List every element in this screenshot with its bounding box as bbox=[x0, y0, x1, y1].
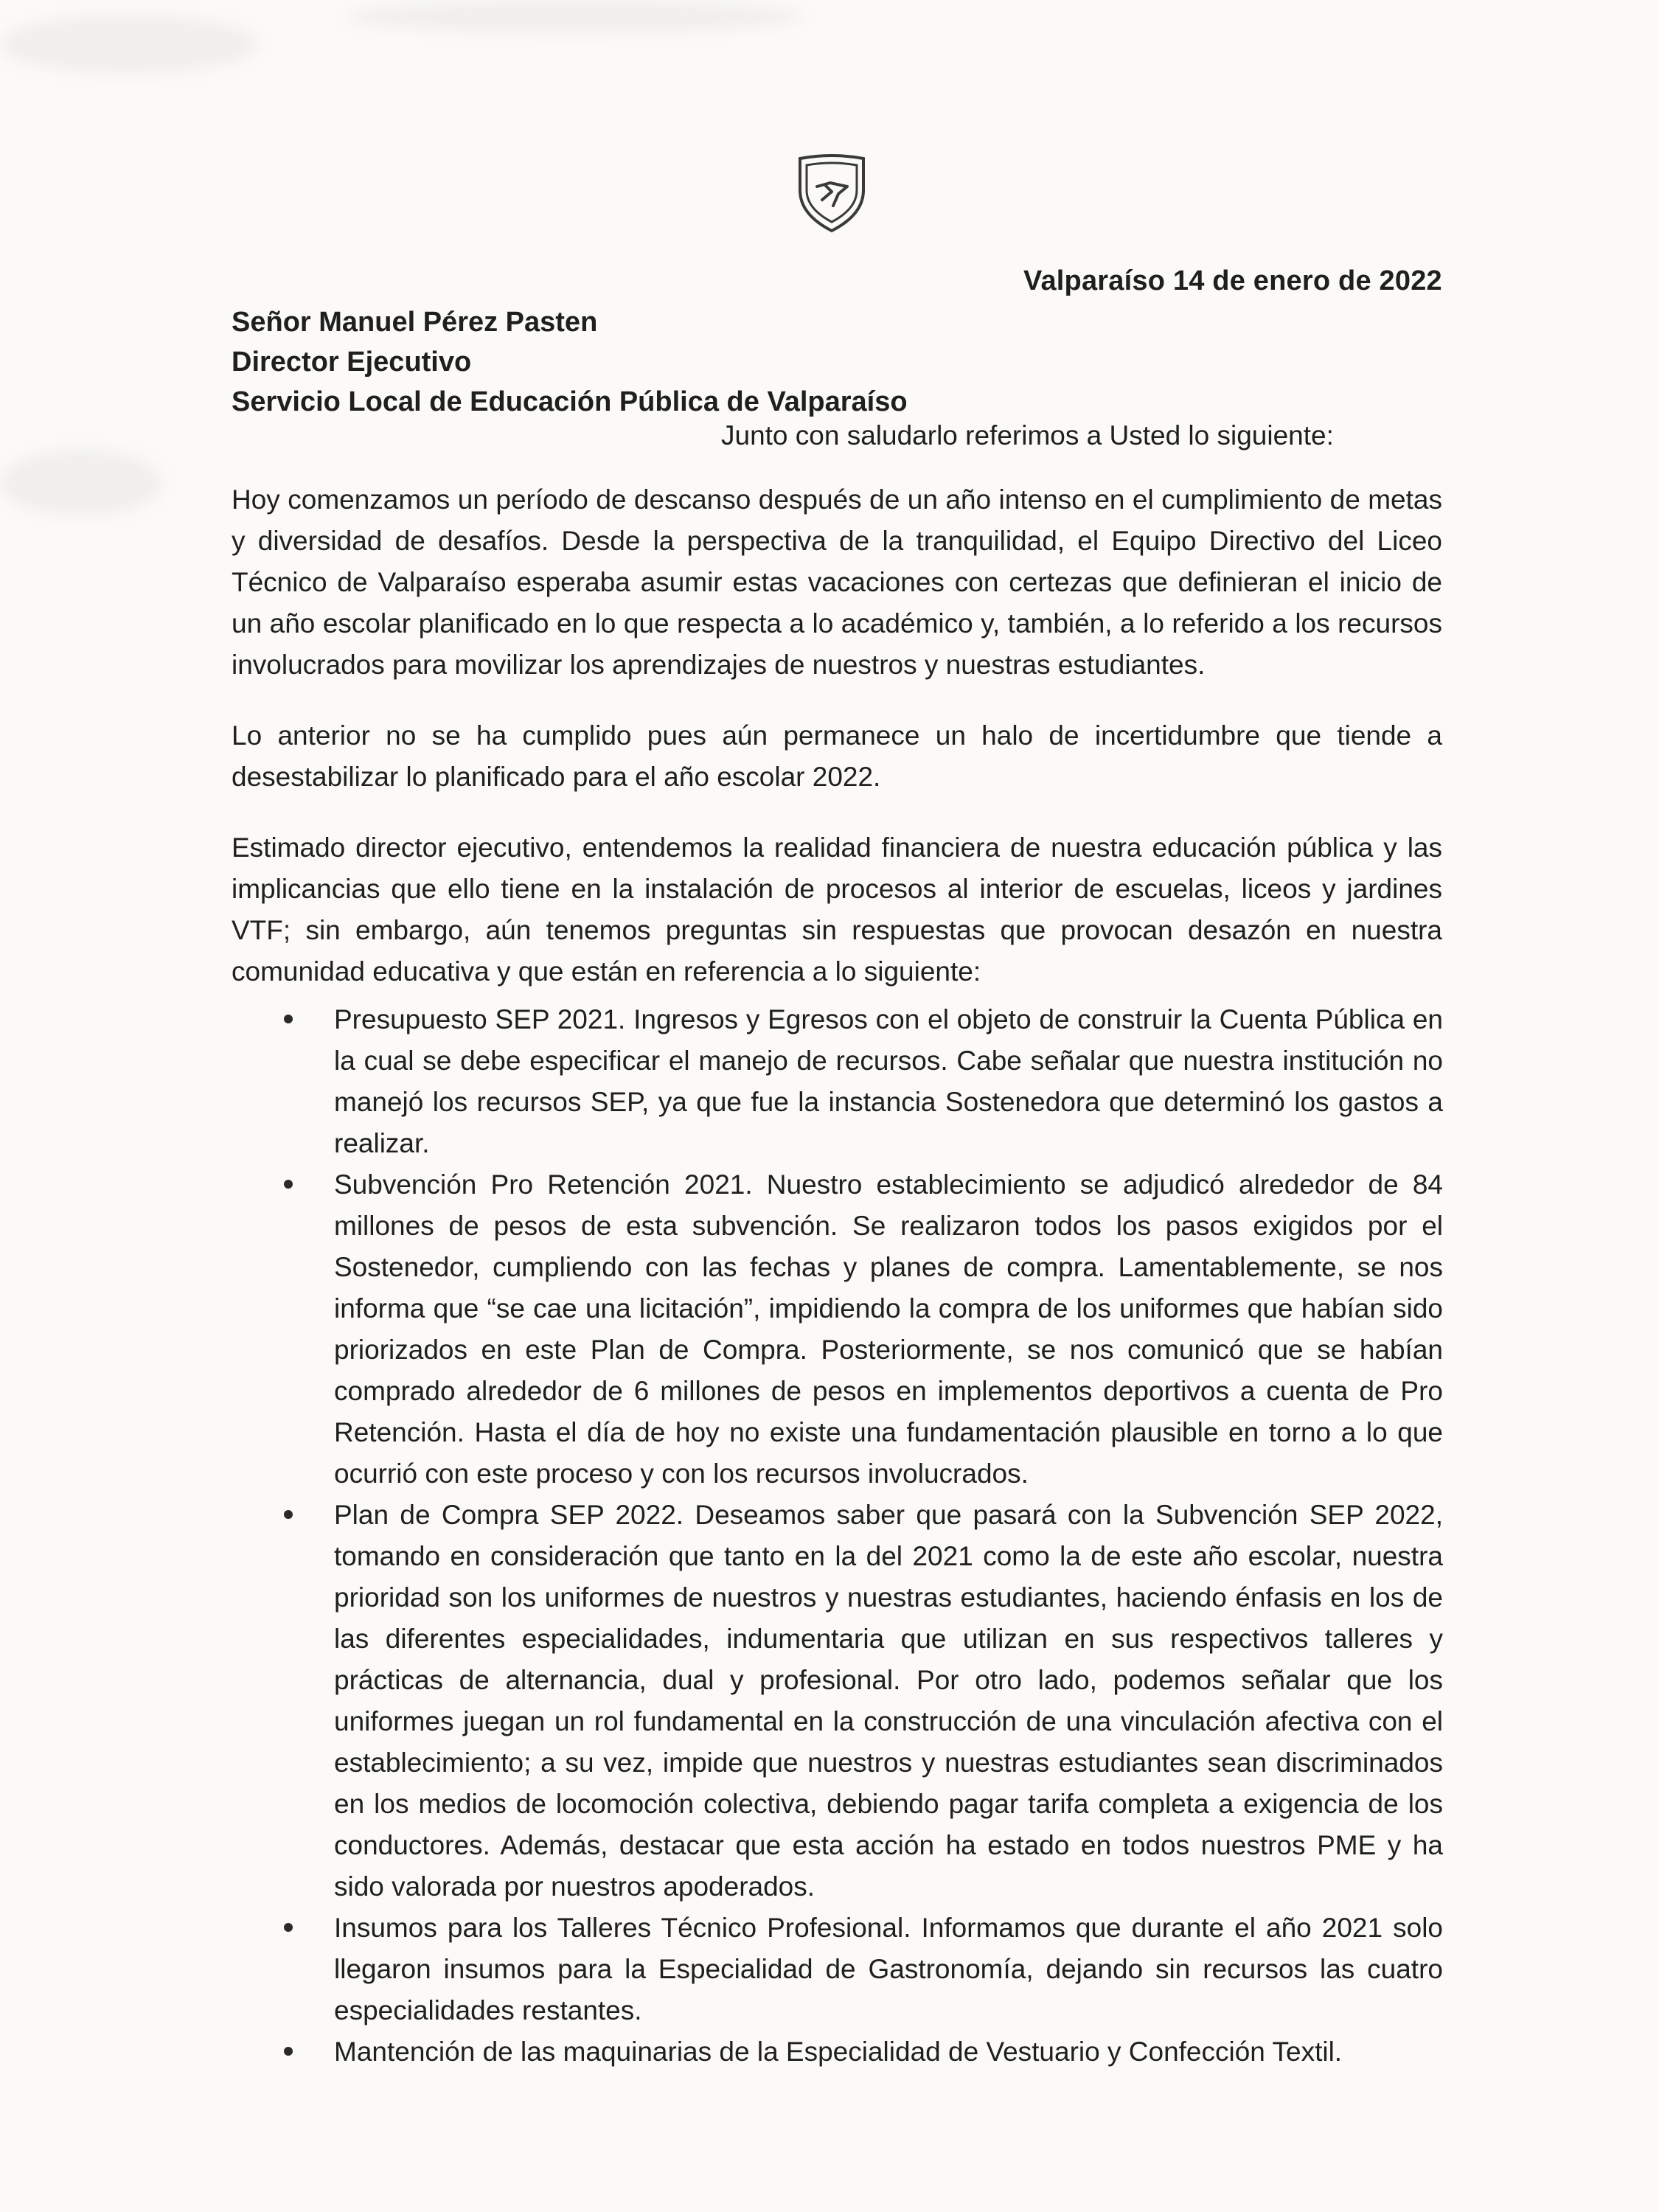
concern-item-retention-subsidy bbox=[284, 1164, 1443, 1495]
letter-body bbox=[232, 479, 1442, 1022]
concern-item-machinery-maintenance bbox=[284, 2031, 1443, 2073]
recipient-title: Director Ejecutivo bbox=[232, 347, 472, 378]
body-paragraph: Estimado director ejecutivo, entendemos la realidad financiera de nuestra educación pública y las implicancias que ello tiene en la instalación de procesos al interior de escuelas, liceos y jardines VTF; sin embargo, aún tenemos preguntas sin respuestas que provocan desazón en nuestra comunidad educativa y que están en referencia a lo siguiente: bbox=[232, 832, 1442, 987]
concern-text: Mantención de las maquinarias de la Especialidad de Vestuario y Confección Textil. bbox=[334, 2037, 1343, 2067]
institution-shield-logo-icon bbox=[794, 151, 869, 237]
bullet-icon bbox=[284, 1510, 293, 1519]
recipient-name: Señor Manuel Pérez Pasten bbox=[232, 307, 598, 338]
scan-smudge-left bbox=[0, 450, 162, 516]
bullet-icon bbox=[284, 2047, 293, 2056]
bullet-icon bbox=[284, 1923, 293, 1932]
letter-date: Valparaíso 14 de enero de 2022 bbox=[1023, 265, 1442, 296]
concern-item-workshop-supplies bbox=[284, 1907, 1443, 2031]
concern-text: Plan de Compra SEP 2022. Deseamos saber que pasará con la Subvención SEP 2022, tomando en consideración que tanto en la del 2021 como la de este año escolar, nuestra prioridad son los uniformes de nuestros y nuestras estudiantes, haciendo énfasis en los de las diferentes especialidades, indumentaria que utilizan en sus respectivos talleres y prácticas de alternancia, dual y profesional. Por otro lado, podemos señalar que los uniformes juegan un rol fundamental en la construcción de una vinculación afectiva con el establecimiento; a su vez, impide que nuestros y nuestras estudiantes sean discriminados en los medios de locomoción colectiva, debiendo pagar tarifa completa a exigencia de los conductores. Además, destacar que esta acción ha estado en todos nuestros PME y ha sido valorada por nuestros apoderados. bbox=[334, 1500, 1443, 1902]
scan-smudge-top-left bbox=[0, 15, 258, 74]
bullet-icon bbox=[284, 1015, 293, 1023]
recipient-block bbox=[232, 302, 1116, 422]
concern-text: Presupuesto SEP 2021. Ingresos y Egresos con el objeto de construir la Cuenta Pública en la cual se debe especificar el manejo de recursos. Cabe señalar que nuestra institución no manejó los recursos SEP, ya que fue la instancia Sostenedora que determinó los gastos a realizar. bbox=[334, 1004, 1443, 1158]
bullet-icon bbox=[284, 1180, 293, 1189]
concern-text: Insumos para los Talleres Técnico Profesional. Informamos que durante el año 2021 solo llegaron insumos para la Especialidad de Gastronomía, dejando sin recursos las cuatro especialidades restantes. bbox=[334, 1913, 1443, 2025]
body-paragraph: Hoy comenzamos un período de descanso después de un año intenso en el cumplimiento de metas y diversidad de desafíos. Desde la perspectiva de la tranquilidad, el Equipo Directivo del Liceo Técnico de Valparaíso esperaba asumir estas vacaciones con certezas que definieran el inicio de un año escolar planificado en lo que respecta a lo académico y, también, a lo referido a los recursos involucrados para movilizar los aprendizajes de nuestros y nuestras estudiantes. bbox=[232, 484, 1442, 680]
concerns-list bbox=[284, 999, 1443, 2073]
recipient-organization: Servicio Local de Educación Pública de Valparaíso bbox=[232, 386, 908, 417]
concern-text: Subvención Pro Retención 2021. Nuestro establecimiento se adjudicó alrededor de 84 millones de pesos de esta subvención. Se realizaron todos los pasos exigidos por el Sostenedor, cumpliendo con las fechas y planes de compra. Lamentablemente, se nos informa que “se cae una licitación”, impidiendo la compra de los uniformes que habían sido priorizados en este Plan de Compra. Posteriormente, se nos comunicó que se habían comprado alrededor de 6 millones de pesos en implementos deportivos a cuenta de Pro Retención. Hasta el día de hoy no existe una fundamentación plausible en torno a lo que ocurrió con este proceso y con los recursos involucrados. bbox=[334, 1169, 1443, 1489]
scan-smudge-top bbox=[347, 0, 804, 33]
concern-item-sep-budget bbox=[284, 999, 1443, 1164]
greeting-intro: Junto con saludarlo referimos a Usted lo siguiente: bbox=[721, 420, 1334, 451]
body-paragraph: Lo anterior no se ha cumplido pues aún permanece un halo de incertidumbre que tiende a desestabilizar lo planificado para el año escolar 2022. bbox=[232, 720, 1442, 792]
concern-item-sep-purchase-plan bbox=[284, 1495, 1443, 1907]
